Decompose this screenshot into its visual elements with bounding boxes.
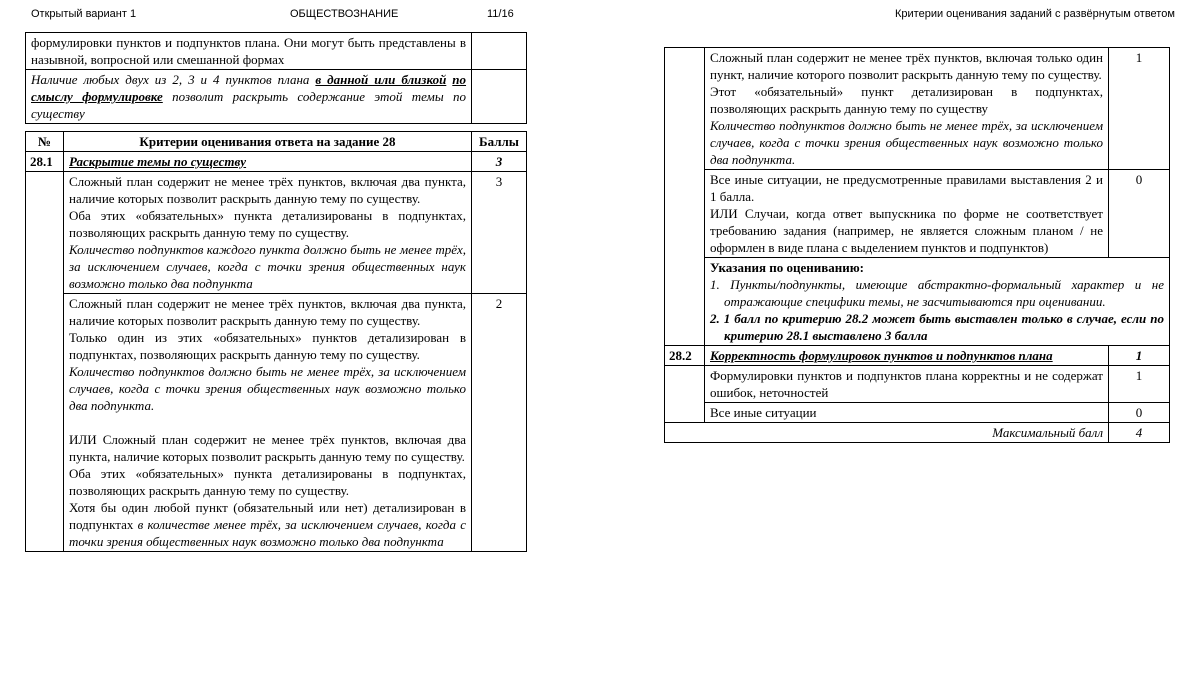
max-score-label: Максимальный балл [665, 423, 1109, 443]
criteria-header: Критерии оценивания заданий с развёрнутым ответом [895, 8, 1175, 20]
col-criteria: Критерии оценивания ответа на задание 28 [64, 132, 472, 152]
score-2-p3: Количество подпунктов должно быть не менее трёх, за исключением случаев, когда с точки зрения общественных наук возможно только два подпункта. [69, 364, 466, 413]
score-2-p2: Только один из этих «обязательных» пунктов детализирован в подпунктах, позволяющих раскрыть данную тему по существу. [69, 330, 466, 362]
note-bold2: по смыслу формулировке [31, 72, 467, 104]
col-num: № [26, 132, 64, 152]
col-points: Баллы [472, 132, 527, 152]
score-0-text [705, 170, 1109, 258]
instruction-item-1: 1. Пункты/подпункты, имеющие абстрактно-формальный характер и не отражающие специфики темы, не засчитываются при оценивании. [710, 277, 1164, 309]
instructions-block [705, 258, 1170, 346]
score-0-p1: Все иные ситуации, не предусмотренные правилами выставления 2 и 1 балла. [710, 172, 1103, 204]
note-bold1: в данной или близкой [315, 72, 447, 87]
score-2-p4: ИЛИ Сложный план содержит не менее трёх пунктов, включая два пункта, наличие которых позволит раскрыть данную тему по существу. [69, 432, 466, 464]
top-block-table [25, 32, 527, 124]
score-1-p2: Этот «обязательный» пункт детализирован в подпунктах, позволяющих раскрыть данную тему по существу [710, 84, 1103, 116]
variant-label: Открытый вариант 1 [31, 8, 137, 20]
top-block-text [26, 33, 472, 70]
max-score-value: 4 [1109, 423, 1170, 443]
note-part2: позволит раскрыть содержание этой темы по существу [31, 89, 467, 121]
score-2-p6 [69, 499, 466, 550]
top-block-empty [472, 33, 527, 70]
score-2-p6a: Хотя бы один любой пункт (обязательный или нет) детализирован в подпунктах [69, 500, 466, 532]
score-0-p2: ИЛИ Случаи, когда ответ выпускника по форме не соответствует требованию задания (например, не является сложным планом / не оформлен в виде плана с выделением пунктов и подпунктов) [710, 206, 1103, 255]
crit-28-2-title [705, 346, 1109, 366]
criteria-table-28-cont [664, 47, 1170, 443]
score-3-p3: Количество подпунктов каждого пункта должно быть не менее трёх, за исключением случаев, когда с точки зрения общественных наук возможно только два подпункта [69, 242, 466, 291]
score-2-text [64, 294, 472, 552]
score-1-points: 1 [1109, 48, 1170, 170]
crit-28-1-title-text: Раскрытие темы по существу [69, 154, 247, 169]
left-column [25, 32, 527, 552]
score-2-p5: Оба этих «обязательных» пункта детализированы в подпунктах, позволяющих раскрыть данную тему по существу. [69, 466, 466, 498]
instructions-title: Указания по оцениванию: [710, 260, 865, 275]
score-2-p1: Сложный план содержит не менее трёх пунктов, включая два пункта, наличие которых позволит раскрыть данную тему по существу. [69, 296, 466, 328]
instruction-item-2: 2. 1 балл по критерию 28.2 может быть выставлен только в случае, если по критерию 28.1 выставлено 3 балла [710, 311, 1164, 343]
right-column [664, 47, 1170, 443]
score-3-text [64, 172, 472, 294]
crit-28-2-row2-points: 0 [1109, 403, 1170, 423]
crit-28-1-spacer [26, 172, 64, 552]
top-block-empty-2 [472, 70, 527, 124]
instructions-list [710, 276, 1164, 344]
subject-label: ОБЩЕСТВОЗНАНИЕ [290, 8, 399, 20]
crit-28-2-spacer [665, 366, 705, 423]
crit-28-2-row1-text: Формулировки пунктов и подпунктов плана корректны и не содержат ошибок, неточностей [705, 366, 1109, 403]
criteria-table-28 [25, 131, 527, 552]
crit-28-2-max: 1 [1109, 346, 1170, 366]
score-1-p3: Количество подпунктов должно быть не менее трёх, за исключением случаев, когда с точки зрения общественных наук возможно только два подпункта. [710, 118, 1103, 167]
score-3-p1: Сложный план содержит не менее трёх пунктов, включая два пункта, наличие которых позволит раскрыть данную тему по существу. [69, 174, 466, 206]
crit-28-1-spacer-cont [665, 48, 705, 346]
page-number: 11/16 [487, 8, 514, 20]
score-1-text [705, 48, 1109, 170]
score-0-points: 0 [1109, 170, 1170, 258]
crit-28-1-title [64, 152, 472, 172]
top-block-line: формулировки пунктов и подпунктов плана. Они могут быть представлены в назывной, вопросной или смешанной формах [31, 35, 466, 67]
crit-28-2-num: 28.2 [665, 346, 705, 366]
crit-28-1-num: 28.1 [26, 152, 64, 172]
crit-28-2-title-text: Корректность формулировок пунктов и подпунктов плана [710, 348, 1053, 363]
score-3-p2: Оба этих «обязательных» пункта детализированы в подпунктах, позволяющих раскрыть данную тему по существу. [69, 208, 466, 240]
score-3-points: 3 [472, 172, 527, 294]
score-1-p1: Сложный план содержит не менее трёх пунктов, включая только один пункт, наличие которого позволит раскрыть данную тему по существу. [710, 50, 1103, 82]
score-2-p6b: в количестве менее трёх, за исключением случаев, когда с точки зрения общественных наук возможно только два подпункта [69, 517, 466, 549]
note-part1: Наличие любых двух из 2, 3 и 4 пунктов плана [31, 72, 316, 87]
top-block-note [26, 70, 472, 124]
crit-28-2-row1-points: 1 [1109, 366, 1170, 403]
crit-28-2-row2-text: Все иные ситуации [705, 403, 1109, 423]
crit-28-1-max: 3 [472, 152, 527, 172]
score-2-points: 2 [472, 294, 527, 552]
